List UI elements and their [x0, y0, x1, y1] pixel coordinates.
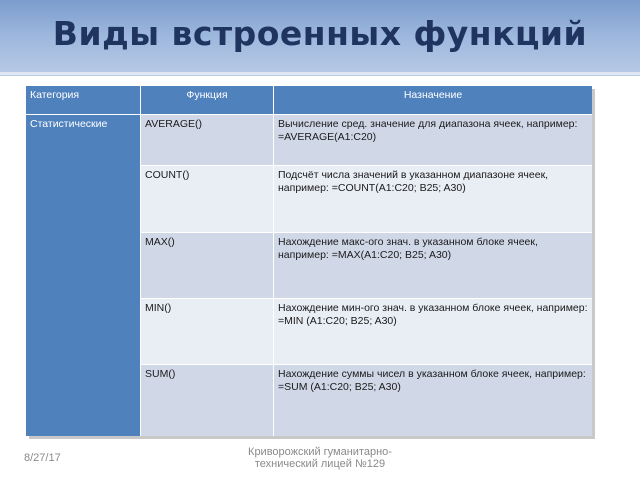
table-row-function: COUNT()	[141, 166, 273, 232]
table-row-function: SUM()	[141, 365, 273, 436]
table-row-function: MIN()	[141, 299, 273, 364]
table-row-purpose: Вычисление сред. значение для диапазона ячеек, например: =AVERAGE(A1:C20)	[274, 115, 592, 165]
table-row-function: AVERAGE()	[141, 115, 273, 165]
table-row-purpose: Подсчёт числа значений в указанном диапазоне ячеек, например: =COUNT(A1:C20; B25; A30)	[274, 166, 592, 232]
header-category: Категория	[26, 86, 140, 114]
slide-footer: Криворожский гуманитарно-технический лицей №129	[248, 446, 392, 470]
functions-table	[26, 86, 592, 436]
table-row-purpose: Нахождение суммы чисел в указанном блоке ячеек, например: =SUM (A1:C20; B25; A30)	[274, 365, 592, 436]
header-function: Функция	[141, 86, 273, 114]
table-row-function: MAX()	[141, 233, 273, 298]
table-row-purpose: Нахождение макс-ого знач. в указанном блоке ячеек, например: =MAX(A1:C20; B25; A30)	[274, 233, 592, 298]
table-row-purpose: Нахождение мин-ого знач. в указанном блоке ячеек, например: =MIN (A1:C20; B25; A30)	[274, 299, 592, 364]
slide-title: Виды встроенных функций	[52, 14, 588, 53]
header-purpose: Назначение	[274, 86, 592, 114]
category-cell: Статистические	[26, 115, 140, 436]
slide-date: 8/27/17	[24, 452, 61, 464]
banner-divider	[0, 72, 640, 75]
